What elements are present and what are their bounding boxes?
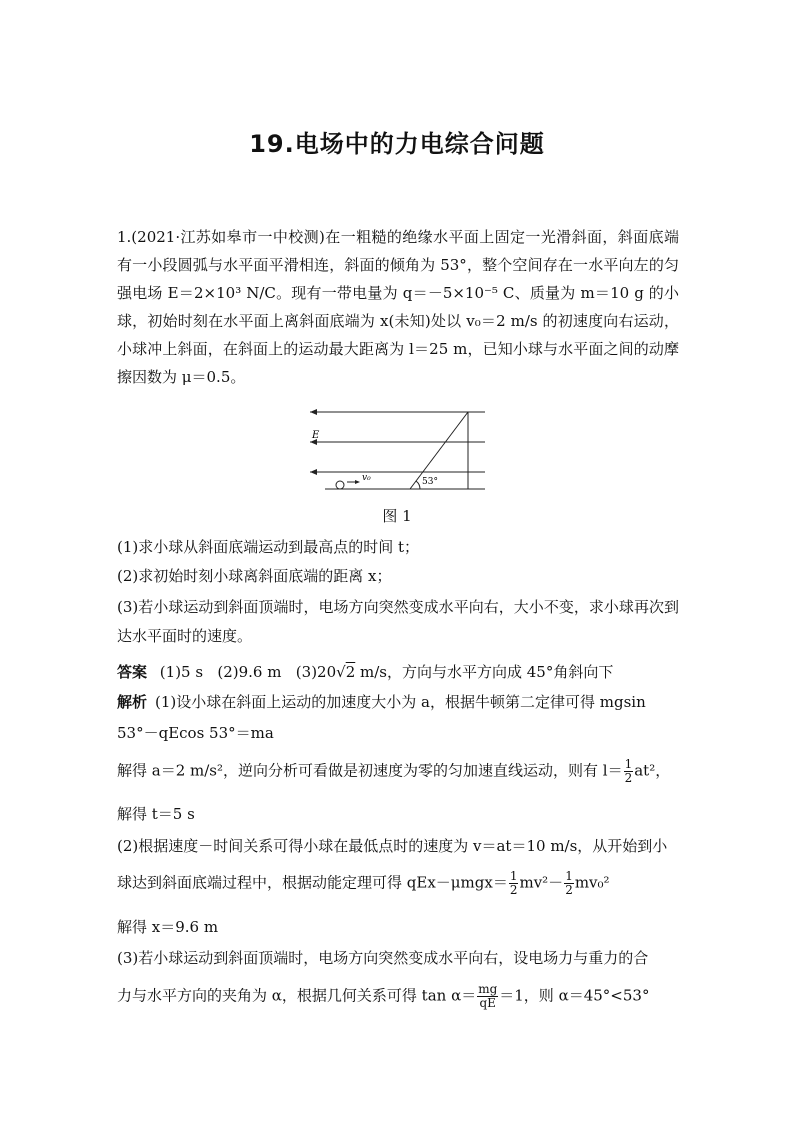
question-3: (3)若小球运动到斜面顶端时，电场方向突然变成水平向右，大小不变，求小球再次到达水平面时的速度。	[117, 598, 679, 645]
analysis-line-6: 球达到斜面底端过程中，根据动能定理可得 qEx－μmgx＝ $\frac{1}{2}$ mv²－ $\frac{1}{2}$ mv₀²	[117, 869, 610, 897]
figure-diagram	[300, 400, 490, 495]
sqrt-argument: 2	[345, 663, 356, 681]
analysis-line-4: 解得 t＝5 s	[117, 805, 195, 823]
ball	[336, 481, 344, 489]
fraction-mg-qE: $\frac{mg}{qE}$	[478, 982, 498, 1010]
analysis-line-9: 力与水平方向的夹角为 α，根据几何关系可得 tan α＝ $\frac{mg}{qE}$ ＝1，则 α＝45°<53°	[117, 982, 650, 1010]
question-1: (1)求小球从斜面底端运动到最高点的时间 t；	[117, 538, 420, 556]
incline-slope	[410, 412, 468, 489]
label-angle: 53°	[422, 477, 438, 487]
analysis-line-7: 解得 x＝9.6 m	[117, 918, 219, 936]
question-2: (2)求初始时刻小球离斜面底端的距离 x；	[117, 567, 392, 585]
arrowhead-bottom	[310, 469, 317, 475]
analysis-line-2: 53°－qEcos 53°＝ma	[117, 724, 274, 742]
analysis-line-5: (2)根据速度－时间关系可得小球在最低点时的速度为 v＝at＝10 m/s，从开始到小	[117, 837, 668, 855]
answer-3-prefix: (3)20	[295, 663, 337, 681]
fraction-half: $\frac{1}{2}$	[624, 757, 633, 785]
fraction-half: $\frac{1}{2}$	[509, 869, 518, 897]
analysis-line-1: 解析 (1)设小球在斜面上运动的加速度大小为 a，根据牛顿第二定律可得 mgsin	[117, 693, 646, 711]
label-E: E	[312, 430, 320, 441]
angle-arc	[416, 481, 420, 489]
page-title: 19.电场中的力电综合问题	[249, 130, 545, 158]
label-v0: v₀	[362, 473, 371, 483]
problem-text: 1.(2021·江苏如皋市一中校测)在一粗糙的绝缘水平面上固定一光滑斜面，斜面底端有一小段圆弧与水平面平滑相连，斜面的倾角为 53°，整个空间存在一水平向左的匀强电场 E＝2×10³ N/C。现有一带电量为 q＝－5×10⁻⁵ C、质量为 m＝10 g 的小球，初始时刻在水平面上离斜面底端为 x(未知)处以 v₀＝2 m/s 的初速度向右运动，小球冲上斜面，在斜面上的运动最大距离为 l＝25 m，已知小球与水平面之间的动摩擦因数为 μ＝0.5。	[117, 228, 679, 386]
answer-2: (2)9.6 m	[217, 663, 282, 681]
velocity-arrowhead	[355, 480, 360, 484]
answer-1: (1)5 s	[159, 663, 204, 681]
answer-label: 答案	[117, 663, 148, 681]
answer-3-suffix: m/s，方向与水平方向成 45°角斜向下	[355, 663, 614, 681]
figure-caption: 图 1	[382, 507, 412, 525]
fraction-half: $\frac{1}{2}$	[565, 869, 573, 897]
arrowhead-top	[310, 409, 317, 415]
analysis-line-3: 解得 a＝2 m/s²，逆向分析可看做是初速度为零的匀加速直线运动，则有 l＝ $\frac{1}{2}$ at²，	[117, 757, 671, 785]
analysis-line-8: (3)若小球运动到斜面顶端时，电场方向突然变成水平向右，设电场力与重力的合	[117, 949, 649, 967]
analysis-label: 解析	[117, 693, 148, 711]
answer-line	[117, 661, 613, 683]
sqrt-symbol: √	[336, 663, 346, 681]
